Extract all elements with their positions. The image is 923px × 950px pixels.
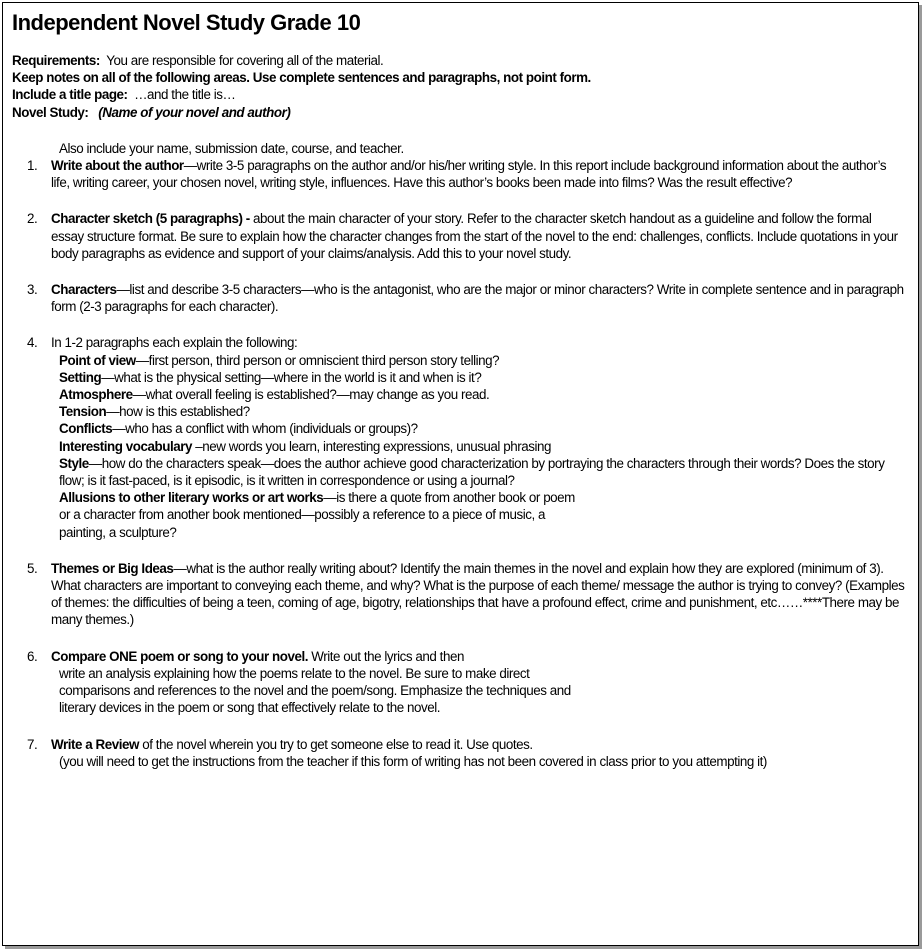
item-number: 6. [27,648,38,664]
item-number: 1. [27,158,38,174]
notes-line [12,69,907,86]
element-label: Allusions to other literary works or art works [59,490,324,506]
element-label: Tension [59,404,107,420]
element-line [59,455,907,489]
item-number: 3. [27,282,38,298]
element-text: –new words you learn, interesting expressions, unusual phrasing [191,438,551,454]
item-number: 2. [27,211,38,227]
item-text: —what is the author really writing about? Identify the main themes in the novel and explain how they are explored (minimum of 3). What characters are important to conveying each theme, and why? What is the purpose of each theme/ message the author is trying to convey? (Examples of themes: the difficulties of being a teen, coming of age, bigotry, relationships that have a profound effect, crime and punishment, etc……****There may be many themes.) [51,560,905,628]
list-item [12,334,907,540]
item-line: comparisons and references to the novel and the poem/song. Emphasize the techniques and [59,683,571,699]
item-line: literary devices in the poem or song that effectively relate to the novel. [59,700,441,716]
element-text: —what is the physical setting—where in the world is it and when is it? [101,369,482,385]
notes-line-text: Keep notes on all of the following areas. Use complete sentences and paragraphs, not point form. [12,70,591,86]
item-text: —list and describe 3-5 characters—who is the antagonist, who are the major or minor characters? Write in complete sentence and in paragraph form (2-3 paragraphs for each character). [51,282,904,315]
element-label: Interesting vocabulary [59,438,192,454]
element-line [59,438,907,455]
requirements-text: You are responsible for covering all of the material. [106,53,384,68]
element-line [59,369,907,386]
list-item [12,648,907,717]
item-heading: Write a Review [51,736,139,752]
element-line [59,403,907,420]
element-text: —how is this established? [106,404,250,420]
novel-study-text: (Name of your novel and author) [98,104,291,120]
element-text: —how do the characters speak—does the author achieve good characterization by portraying the characters through their words? Does the story flow; is it fast-paced, is it episodic, is it written in correspondence or using a journal? [59,455,885,489]
item-text: —write 3-5 paragraphs on the author and/or his/her writing style. In this report include background information about the author’s life, writing career, your chosen novel, writing style, influences. Have this author’s books been made into films? Was the result effective? [51,158,887,191]
title-page-text: …and the title is… [134,87,236,103]
item-number: 5. [27,560,38,576]
list-item [12,210,907,262]
element-line [59,386,907,403]
item-heading: Compare ONE poem or song to your novel. [51,648,308,664]
item-heading: Characters [51,282,117,298]
literary-elements [51,352,907,541]
item-text: about the main character of your story. Refer to the character sketch handout as a guideline and follow the formal essay structure format. Be sure to explain how the character changes from the start of the novel to the end: challenges, conflicts. Include quotations in your body paragraphs as evidence and support of your claims/analysis. Add this to your novel study. [51,211,898,261]
element-text: —who has a conflict with whom (individuals or groups)? [112,421,418,437]
item-heading: Character sketch (5 paragraphs) - [51,211,250,227]
item-heading: Themes or Big Ideas [51,560,174,576]
element-line: painting, a sculpture? [59,524,177,540]
also-include: Also include your name, submission date, course, and teacher. [59,140,404,156]
element-text: —what overall feeling is established?—may change as you read. [132,387,490,403]
list-item [12,281,907,315]
document-title: Independent Novel Study Grade 10 [12,10,361,35]
element-text: —is there a quote from another book or poem [323,490,575,506]
element-line [59,489,907,506]
list-item [12,157,907,191]
item-heading: Write about the author [51,158,184,174]
task-list [12,157,907,770]
element-line [59,352,907,369]
element-label: Conflicts [59,421,113,437]
item-note: (you will need to get the instructions from the teacher if this form of writing has not been covered in class prior to you attempting it) [59,753,767,769]
novel-study-line [12,104,907,121]
list-item [12,736,907,770]
element-line [59,420,907,437]
item-text: of the novel wherein you try to get someone else to read it. Use quotes. [138,736,533,752]
document-content [12,8,907,789]
item-number: 7. [27,736,38,752]
novel-study-label: Novel Study: [12,104,89,120]
requirements-block [12,52,907,121]
title-page-label: Include a title page: [12,87,128,103]
item-line: write an analysis explaining how the poems relate to the novel. Be sure to make direct [59,665,530,681]
element-label: Point of view [59,352,136,368]
element-label: Atmosphere [59,387,133,403]
list-item [12,560,907,629]
item-text: Write out the lyrics and then [308,648,464,664]
item-continuation [51,753,907,770]
element-line: or a character from another book mentioned—possibly a reference to a piece of music, a [59,507,546,523]
element-text: —first person, third person or omniscient third person story telling? [135,352,500,368]
item-intro: In 1-2 paragraphs each explain the following: [51,335,298,351]
item-number: 4. [27,335,38,351]
item-continuation [51,665,907,717]
title-page-line [12,86,907,103]
element-label: Style [59,455,89,471]
requirements-label: Requirements: [12,53,100,68]
requirements-line [12,52,907,69]
element-label: Setting [59,369,102,385]
